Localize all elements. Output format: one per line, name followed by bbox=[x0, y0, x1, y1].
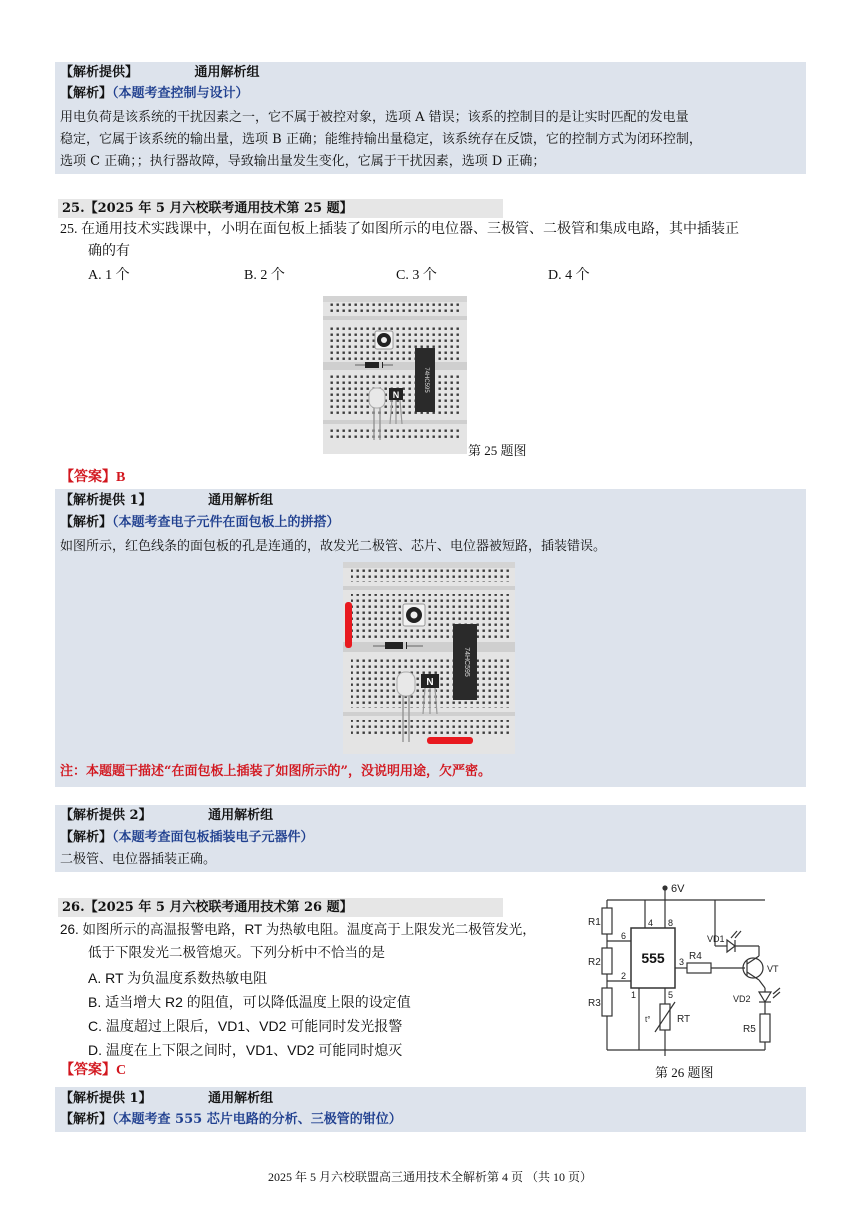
chip-label: 74HC595 bbox=[423, 367, 429, 393]
svg-text:t°: t° bbox=[645, 1015, 651, 1024]
resistor-r2 bbox=[602, 948, 612, 974]
svg-text:R1: R1 bbox=[588, 917, 601, 928]
answer-line: 【答案】B bbox=[60, 470, 126, 485]
breadboard-figure-25 bbox=[323, 296, 467, 454]
page-footer: 2025 年 5 月六校联盟高三通用技术全解析第 4 页 （共 10 页） bbox=[267, 1170, 592, 1184]
led bbox=[397, 672, 415, 696]
option-d: D. 温度在上下限之间时，VD1、VD2 可能同时熄灭 bbox=[88, 1042, 403, 1058]
transistor-label: N bbox=[426, 677, 434, 688]
analysis-heading: 【解析】（本题考查面包板插装电子元器件） bbox=[60, 830, 314, 845]
led-vd2 bbox=[759, 992, 771, 1002]
provider-name: 通用解析组 bbox=[208, 1091, 274, 1106]
led bbox=[369, 388, 385, 408]
provider-name: 通用解析组 bbox=[208, 808, 274, 823]
svg-text:4: 4 bbox=[648, 918, 654, 928]
option-d: D. 4 个 bbox=[548, 268, 590, 283]
provider-label: 【解析提供】 通用解析组 bbox=[60, 65, 260, 80]
led-vd1 bbox=[727, 940, 735, 952]
question-stem: 25. 在通用技术实践课中，小明在面包板上插装了如图所示的电位器、三极管、二极管和集成电路，其中插装正 bbox=[60, 222, 739, 237]
provider-name: 通用解析组 bbox=[194, 65, 260, 80]
svg-text:RT: RT bbox=[677, 1014, 691, 1025]
analysis-text-line: 稳定，它属于该系统的输出量，选项 B 正确；能维持输出量稳定，该系统存在反馈，它的控制方式为闭环控制， bbox=[60, 132, 702, 147]
circuit-diagram-26 bbox=[585, 880, 785, 1058]
option-a: A. 1 个 bbox=[88, 268, 130, 283]
short-circuit-marker-bottom bbox=[427, 737, 473, 744]
figure-caption: 第 26 题图 bbox=[655, 1065, 714, 1080]
provider-label: 【解析提供 1】 通用解析组 bbox=[60, 1091, 274, 1106]
analysis-text-line: 如图所示，红色线条的面包板的孔是连通的，故发光二极管、芯片、电位器被短路，插装错误。 bbox=[60, 539, 607, 554]
note-text: 注：本题题干描述“在面包板上插装了如图所示的”，没说明用途，欠严密。 bbox=[60, 764, 491, 779]
question-stem: 低于下限发光二极管熄灭。下列分析中不恰当的是 bbox=[88, 945, 385, 960]
option-b: B. 适当增大 R2 的阻值，可以降低温度上限的设定值 bbox=[88, 994, 411, 1010]
analysis-heading: 【解析】（本题考查电子元件在面包板上的拼搭） bbox=[60, 515, 340, 530]
svg-text:3: 3 bbox=[679, 957, 685, 967]
analysis-text-line: 用电负荷是该系统的干扰因素之一，它不属于被控对象，选项 A 错误；该系的控制目的是让实时匹配的发电量 bbox=[60, 110, 689, 125]
svg-text:8: 8 bbox=[668, 918, 674, 928]
chip-label: 74HC595 bbox=[463, 647, 470, 677]
transistor-label: N bbox=[392, 390, 400, 400]
svg-text:VT: VT bbox=[767, 964, 779, 974]
analysis-heading: 【解析】（本题考查 555 芯片电路的分析、三极管的钳位） bbox=[60, 1112, 402, 1127]
answer-value: C bbox=[116, 1063, 127, 1078]
figure-caption: 第 25 题图 bbox=[468, 443, 527, 458]
answer-line: 【答案】C bbox=[60, 1063, 127, 1078]
provider-label: 【解析提供 1】 通用解析组 bbox=[60, 493, 274, 508]
svg-text:R4: R4 bbox=[689, 951, 702, 962]
option-c: C. 3 个 bbox=[396, 268, 437, 283]
question-header-26: 26.【2025 年 5 月六校联考通用技术第 26 题】 bbox=[58, 898, 503, 917]
resistor-r3 bbox=[602, 988, 612, 1016]
question-stem: 确的有 bbox=[88, 244, 130, 259]
question-stem: 26. 如图所示的高温报警电路，RT 为热敏电阻。温度高于上限发光二极管发光， bbox=[60, 922, 536, 937]
svg-text:VD2: VD2 bbox=[733, 994, 751, 1004]
resistor-r5 bbox=[760, 1014, 770, 1042]
option-c: C. 温度超过上限后，VD1、VD2 可能同时发光报警 bbox=[88, 1018, 403, 1034]
supply-label: 6V bbox=[671, 883, 685, 895]
short-circuit-marker-left bbox=[345, 602, 352, 648]
analysis-text-line: 二极管、电位器插装正确。 bbox=[60, 852, 217, 867]
svg-text:5: 5 bbox=[668, 990, 674, 1000]
svg-text:6: 6 bbox=[621, 931, 627, 941]
svg-text:VD1: VD1 bbox=[707, 934, 725, 944]
answer-value: B bbox=[116, 470, 126, 485]
chip-555-label: 555 bbox=[641, 950, 665, 966]
svg-text:R3: R3 bbox=[588, 998, 601, 1009]
resistor-r1 bbox=[602, 908, 612, 934]
analysis-text-line: 选项 C 正确；；执行器故障，导致输出量发生变化，它属于干扰因素，选项 D 正确； bbox=[60, 154, 546, 169]
provider-label: 【解析提供 2】 通用解析组 bbox=[60, 808, 274, 823]
resistor-r4 bbox=[687, 963, 711, 973]
provider-name: 通用解析组 bbox=[208, 493, 274, 508]
svg-text:1: 1 bbox=[631, 990, 637, 1000]
option-b: B. 2 个 bbox=[244, 268, 285, 283]
svg-text:R5: R5 bbox=[743, 1024, 756, 1035]
transistor-vt bbox=[743, 958, 763, 978]
svg-text:2: 2 bbox=[621, 971, 627, 981]
analysis-heading: 【解析】（本题考查控制与设计） bbox=[60, 86, 249, 101]
option-a: A. RT 为负温度系数热敏电阻 bbox=[88, 970, 268, 986]
breadboard-figure-annotated bbox=[343, 562, 515, 754]
svg-text:R2: R2 bbox=[588, 957, 601, 968]
question-header-25: 25.【2025 年 5 月六校联考通用技术第 25 题】 bbox=[58, 199, 503, 218]
